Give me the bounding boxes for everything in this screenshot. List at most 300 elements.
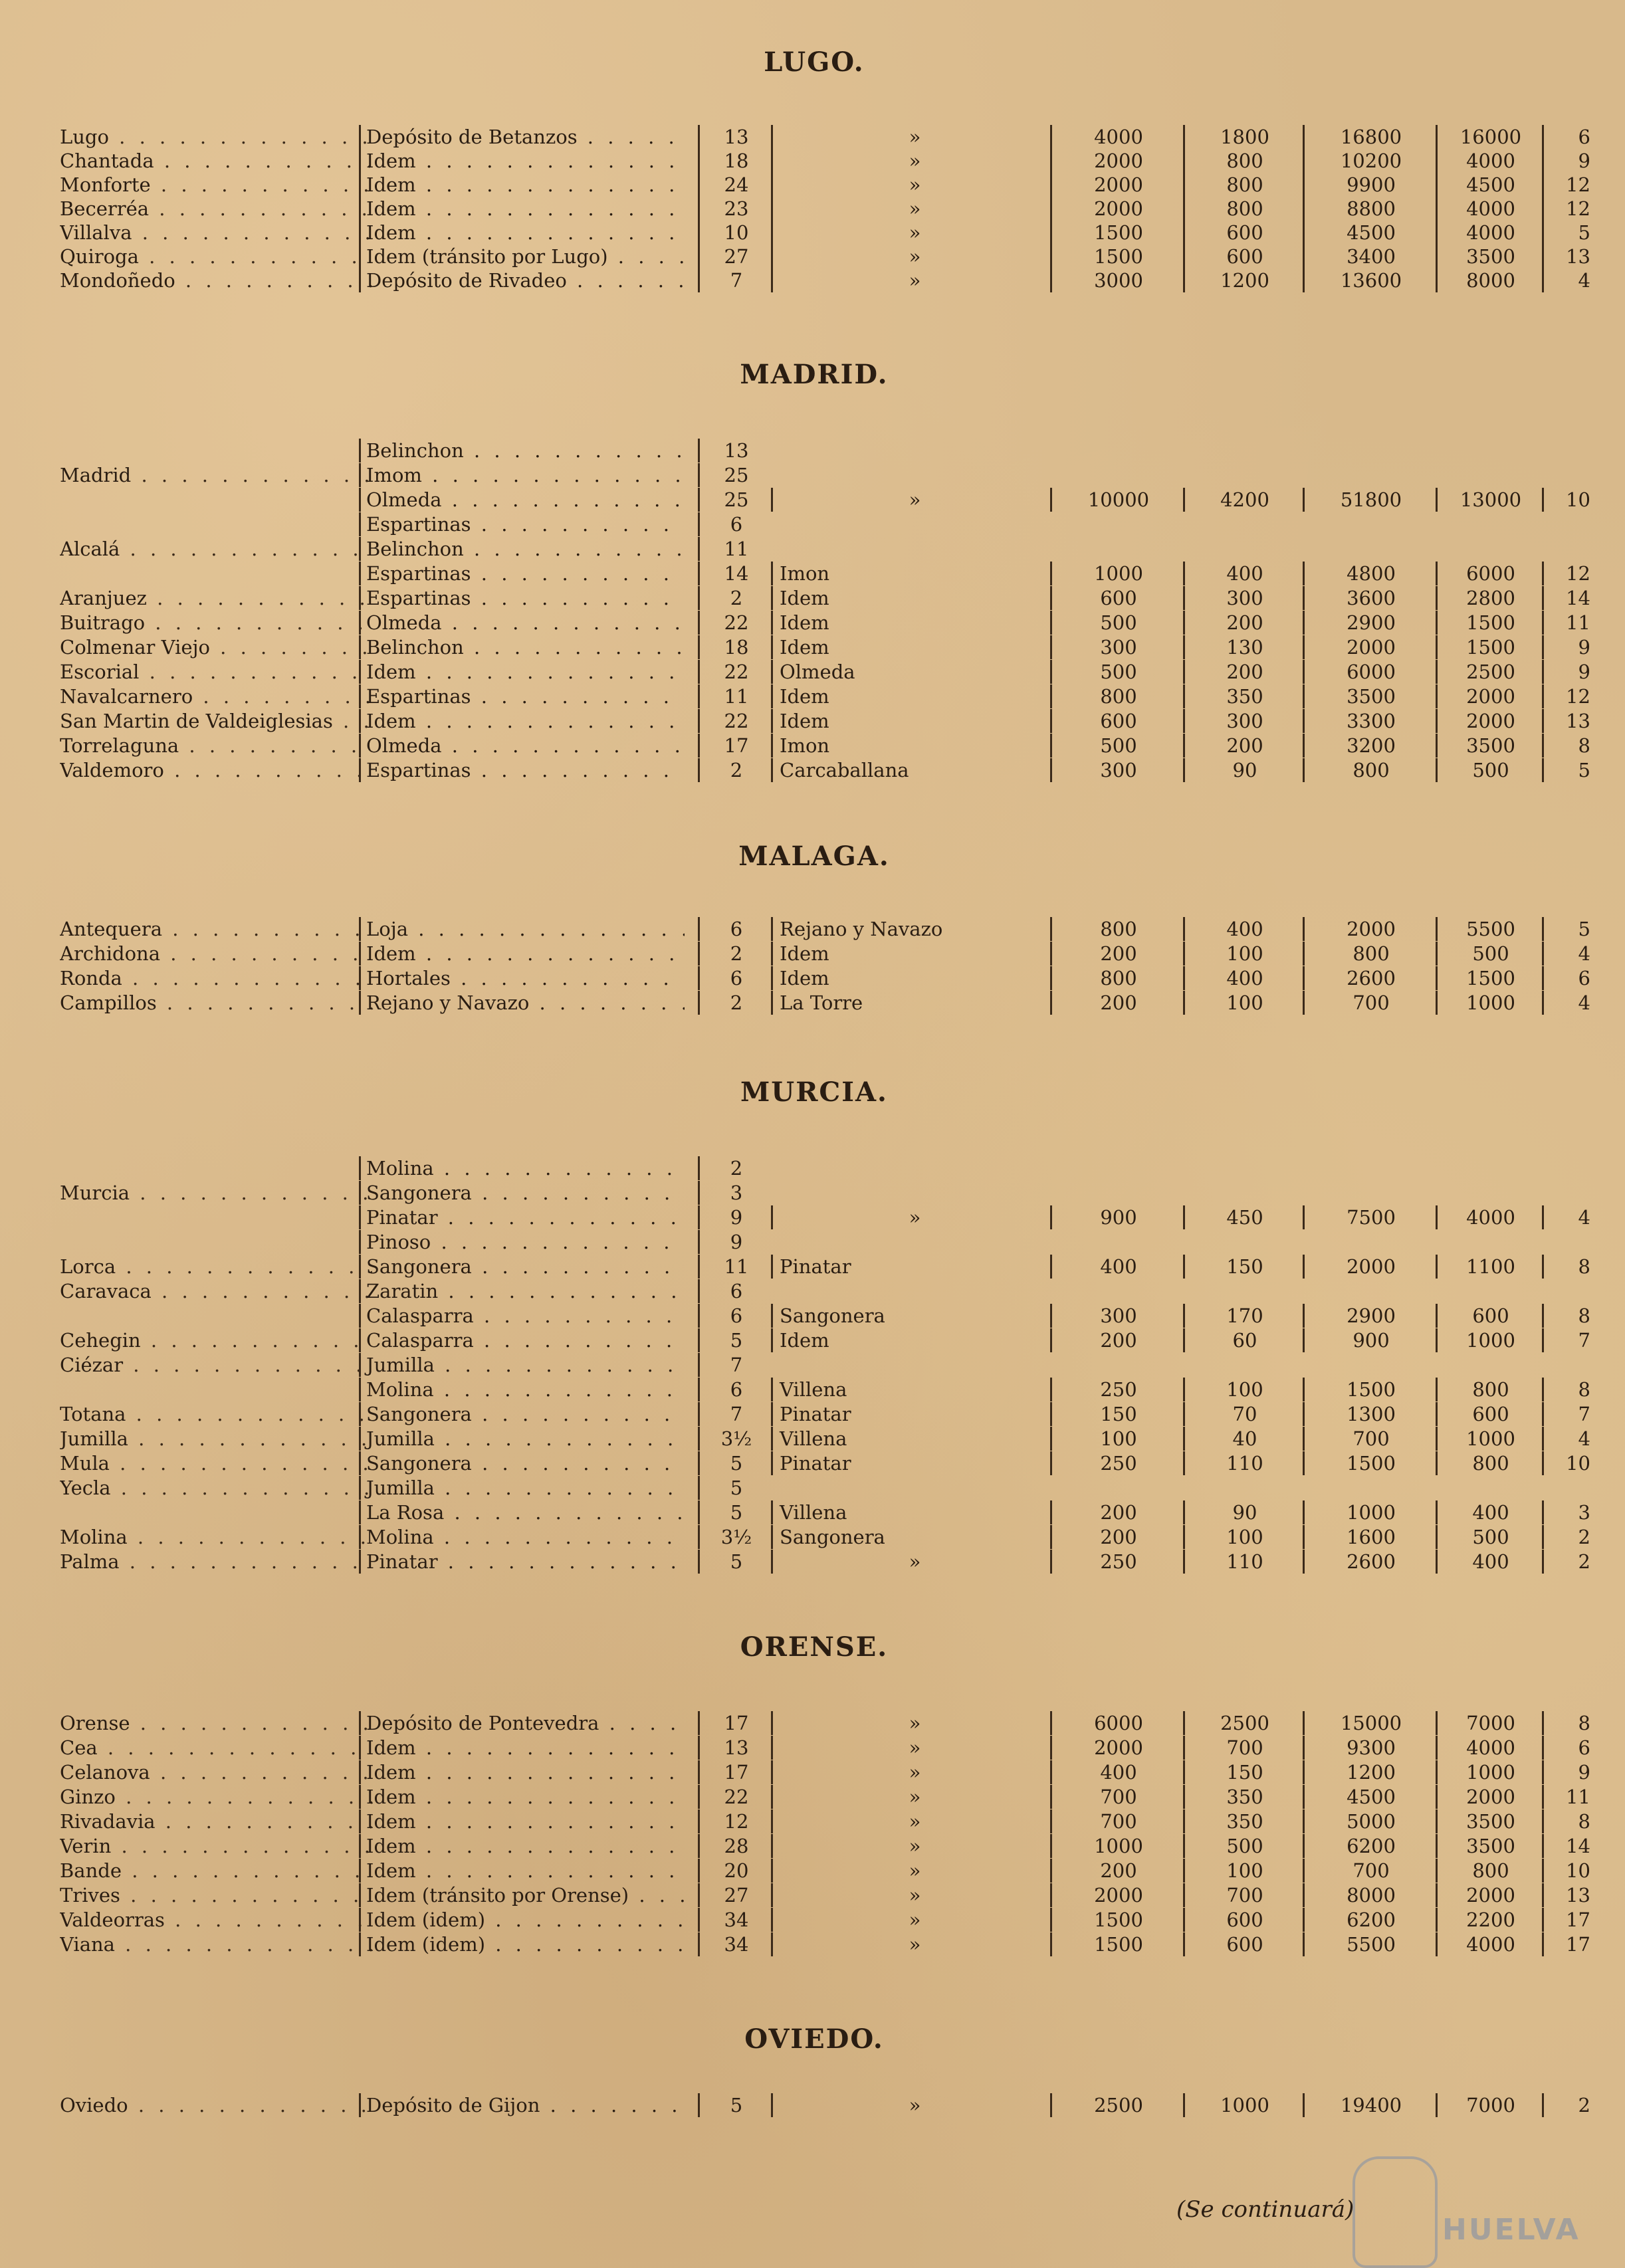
value-col-2: 400 xyxy=(1183,562,1305,585)
table-row xyxy=(40,1711,1588,1736)
distance-value: 11 xyxy=(698,537,773,561)
supply-source: Depósito de Gijon . . . xyxy=(359,2093,685,2117)
supply-source: Belinchon . . . xyxy=(359,635,685,659)
supply-source: Olmeda . . . xyxy=(359,488,685,512)
value-col-1: 100 xyxy=(1050,1427,1185,1451)
table-row xyxy=(40,1500,1588,1525)
value-col-3: 800 xyxy=(1303,758,1438,782)
locality-name: Chantada . . . xyxy=(60,149,372,173)
supply-source: Idem . . . xyxy=(359,197,685,221)
value-col-1: 800 xyxy=(1050,917,1185,941)
supply-source: Idem . . . xyxy=(359,1785,685,1809)
value-col-5: 6 xyxy=(1542,1736,1590,1760)
value-col-1: 700 xyxy=(1050,1785,1185,1809)
table-rows xyxy=(40,2093,1588,2118)
value-col-5: 12 xyxy=(1542,197,1590,221)
value-col-3: 2000 xyxy=(1303,635,1438,659)
value-col-4: 4000 xyxy=(1436,197,1544,221)
locality-name: Antequera . . . xyxy=(60,917,372,941)
value-col-4: 2000 xyxy=(1436,1883,1544,1907)
value-col-1: 3000 xyxy=(1050,268,1185,292)
value-col-2: 200 xyxy=(1183,660,1305,684)
value-col-5: 12 xyxy=(1542,562,1590,585)
value-col-5: 9 xyxy=(1542,660,1590,684)
value-col-2: 100 xyxy=(1183,942,1305,966)
distance-value: 5 xyxy=(698,1328,773,1352)
value-col-3: 5500 xyxy=(1303,1932,1438,1956)
value-col-5: 4 xyxy=(1542,268,1590,292)
distance-value: 5 xyxy=(698,2093,773,2117)
distance-value: 6 xyxy=(698,966,773,990)
locality-name: Valdemoro . . . xyxy=(60,758,372,782)
route-via: Idem xyxy=(771,1328,1050,1352)
value-col-5: 8 xyxy=(1542,1304,1590,1328)
supply-source: Molina . . . xyxy=(359,1156,685,1180)
supply-source: Jumilla . . . xyxy=(359,1427,685,1451)
value-col-4: 4000 xyxy=(1436,1205,1544,1229)
supply-source: Rejano y Navazo . . . xyxy=(359,991,685,1015)
value-col-4: 1500 xyxy=(1436,635,1544,659)
value-col-2: 350 xyxy=(1183,1809,1305,1833)
locality-name: Villalva . . . xyxy=(60,221,372,245)
value-col-1: 300 xyxy=(1050,1304,1185,1328)
value-col-3: 1200 xyxy=(1303,1760,1438,1784)
distance-value: 25 xyxy=(698,463,773,487)
route-via: Villena xyxy=(771,1427,1050,1451)
route-via: Imon xyxy=(771,562,1050,585)
locality-name: Ginzo . . . xyxy=(60,1785,372,1809)
distance-value: 17 xyxy=(698,1760,773,1784)
distance-value: 11 xyxy=(698,1255,773,1279)
distance-value: 6 xyxy=(698,1304,773,1328)
value-col-1: 800 xyxy=(1050,966,1185,990)
locality-name: Aranjuez . . . xyxy=(60,586,372,610)
supply-source: Olmeda . . . xyxy=(359,734,685,758)
value-col-4: 7000 xyxy=(1436,1711,1544,1735)
value-col-2: 500 xyxy=(1183,1834,1305,1858)
value-col-5: 13 xyxy=(1542,709,1590,733)
table-row xyxy=(40,991,1588,1015)
value-col-3: 7500 xyxy=(1303,1205,1438,1229)
table-rows xyxy=(40,1156,1588,1574)
value-col-5: 9 xyxy=(1542,149,1590,173)
distance-value: 25 xyxy=(698,488,773,512)
route-via: Idem xyxy=(771,709,1050,733)
distance-value: 5 xyxy=(698,1550,773,1574)
value-col-4: 2000 xyxy=(1436,709,1544,733)
distance-value: 3 xyxy=(698,1181,773,1205)
locality-name: Monforte . . . xyxy=(60,173,372,197)
distance-value: 2 xyxy=(698,991,773,1015)
section-title: MALAGA. xyxy=(738,841,890,872)
value-col-3: 3600 xyxy=(1303,586,1438,610)
distance-value: 22 xyxy=(698,611,773,635)
distance-value: 34 xyxy=(698,1932,773,1956)
table-row xyxy=(40,709,1588,734)
route-via: » xyxy=(771,221,1050,245)
supply-source: Idem . . . xyxy=(359,1834,685,1858)
route-via: » xyxy=(771,1736,1050,1760)
locality-name: Jumilla . . . xyxy=(60,1427,372,1451)
value-col-1: 800 xyxy=(1050,684,1185,708)
archive-seal-icon xyxy=(1353,2156,1438,2268)
value-col-1: 400 xyxy=(1050,1760,1185,1784)
route-via: » xyxy=(771,268,1050,292)
table-row xyxy=(40,1932,1588,1957)
locality-name: Rivadavia . . . xyxy=(60,1809,372,1833)
supply-source: Espartinas . . . xyxy=(359,512,685,536)
supply-source: Espartinas . . . xyxy=(359,684,685,708)
supply-source: Idem . . . xyxy=(359,942,685,966)
route-via: » xyxy=(771,1550,1050,1574)
table-row xyxy=(40,1859,1588,1883)
supply-source: Molina . . . xyxy=(359,1378,685,1401)
table-row xyxy=(40,1760,1588,1785)
route-via: » xyxy=(771,197,1050,221)
distance-value: 22 xyxy=(698,709,773,733)
table-row xyxy=(40,1378,1588,1402)
supply-source: Pinatar . . . xyxy=(359,1550,685,1574)
supply-source: Belinchon . . . xyxy=(359,439,685,463)
value-col-5: 7 xyxy=(1542,1328,1590,1352)
value-col-1: 150 xyxy=(1050,1402,1185,1426)
value-col-2: 600 xyxy=(1183,221,1305,245)
value-col-5: 10 xyxy=(1542,488,1590,512)
value-col-2: 110 xyxy=(1183,1451,1305,1475)
value-col-1: 700 xyxy=(1050,1809,1185,1833)
value-col-1: 10000 xyxy=(1050,488,1185,512)
table-row xyxy=(40,917,1588,942)
distance-value: 18 xyxy=(698,635,773,659)
value-col-1: 200 xyxy=(1050,991,1185,1015)
value-col-5: 5 xyxy=(1542,917,1590,941)
value-col-4: 4000 xyxy=(1436,221,1544,245)
table-rows xyxy=(40,917,1588,1015)
supply-source: Idem . . . xyxy=(359,173,685,197)
distance-value: 5 xyxy=(698,1476,773,1500)
supply-source: Espartinas . . . xyxy=(359,586,685,610)
value-col-1: 2000 xyxy=(1050,149,1185,173)
value-col-2: 130 xyxy=(1183,635,1305,659)
route-via: » xyxy=(771,1859,1050,1883)
supply-source: Pinoso . . . xyxy=(359,1230,685,1254)
value-col-4: 1500 xyxy=(1436,966,1544,990)
distance-value: 3½ xyxy=(698,1427,773,1451)
value-col-5: 6 xyxy=(1542,125,1590,149)
table-row xyxy=(40,1834,1588,1859)
table-row xyxy=(40,1205,1588,1230)
value-col-4: 800 xyxy=(1436,1859,1544,1883)
distance-value: 34 xyxy=(698,1908,773,1932)
value-col-1: 500 xyxy=(1050,734,1185,758)
supply-source: Idem . . . xyxy=(359,1809,685,1833)
route-via: Olmeda xyxy=(771,660,1050,684)
value-col-4: 3500 xyxy=(1436,245,1544,268)
route-via: Pinatar xyxy=(771,1402,1050,1426)
supply-source: Jumilla . . . xyxy=(359,1476,685,1500)
value-col-4: 5500 xyxy=(1436,917,1544,941)
value-col-3: 6200 xyxy=(1303,1834,1438,1858)
value-col-5: 2 xyxy=(1542,1550,1590,1574)
value-col-2: 350 xyxy=(1183,1785,1305,1809)
value-col-1: 600 xyxy=(1050,709,1185,733)
value-col-4: 2800 xyxy=(1436,586,1544,610)
value-col-1: 6000 xyxy=(1050,1711,1185,1735)
value-col-4: 600 xyxy=(1436,1304,1544,1328)
supply-source: Idem . . . xyxy=(359,660,685,684)
value-col-3: 800 xyxy=(1303,942,1438,966)
table-row xyxy=(40,1883,1588,1908)
table-row xyxy=(40,966,1588,991)
value-col-1: 2500 xyxy=(1050,2093,1185,2117)
section-title: MURCIA. xyxy=(740,1077,888,1108)
value-col-3: 2900 xyxy=(1303,611,1438,635)
distance-value: 6 xyxy=(698,512,773,536)
value-col-3: 9300 xyxy=(1303,1736,1438,1760)
table-row xyxy=(40,537,1588,562)
route-via: » xyxy=(771,488,1050,512)
table-row xyxy=(40,439,1588,463)
distance-value: 5 xyxy=(698,1500,773,1524)
locality-name: Lugo . . . xyxy=(60,125,372,149)
value-col-4: 1000 xyxy=(1436,991,1544,1015)
table-row xyxy=(40,1181,1588,1205)
distance-value: 7 xyxy=(698,1353,773,1377)
distance-value: 6 xyxy=(698,1279,773,1303)
value-col-3: 51800 xyxy=(1303,488,1438,512)
route-via: Idem xyxy=(771,611,1050,635)
value-col-2: 700 xyxy=(1183,1736,1305,1760)
locality-name: Ciézar . . . xyxy=(60,1353,372,1377)
locality-name: Viana . . . xyxy=(60,1932,372,1956)
locality-name: Molina . . . xyxy=(60,1525,372,1549)
value-col-3: 4800 xyxy=(1303,562,1438,585)
value-col-1: 300 xyxy=(1050,635,1185,659)
route-via: » xyxy=(771,1908,1050,1932)
value-col-2: 150 xyxy=(1183,1760,1305,1784)
value-col-3: 2000 xyxy=(1303,917,1438,941)
distance-value: 17 xyxy=(698,1711,773,1735)
value-col-3: 1500 xyxy=(1303,1378,1438,1401)
table-row xyxy=(40,562,1588,586)
value-col-5: 2 xyxy=(1542,2093,1590,2117)
distance-value: 3½ xyxy=(698,1525,773,1549)
distance-value: 10 xyxy=(698,221,773,245)
value-col-2: 150 xyxy=(1183,1255,1305,1279)
locality-name: Escorial . . . xyxy=(60,660,372,684)
value-col-2: 200 xyxy=(1183,734,1305,758)
section-title: LUGO. xyxy=(764,47,865,78)
supply-source: Olmeda . . . xyxy=(359,611,685,635)
table-rows xyxy=(40,1711,1588,1957)
supply-source: Idem . . . xyxy=(359,1859,685,1883)
route-via: Villena xyxy=(771,1378,1050,1401)
value-col-1: 500 xyxy=(1050,611,1185,635)
value-col-5: 9 xyxy=(1542,635,1590,659)
value-col-5: 4 xyxy=(1542,991,1590,1015)
supply-source: La Rosa . . . xyxy=(359,1500,685,1524)
table-row xyxy=(40,125,1588,149)
distance-value: 23 xyxy=(698,197,773,221)
table-row xyxy=(40,2093,1588,2118)
value-col-1: 1500 xyxy=(1050,245,1185,268)
value-col-4: 13000 xyxy=(1436,488,1544,512)
value-col-2: 100 xyxy=(1183,1378,1305,1401)
table-row xyxy=(40,1809,1588,1834)
value-col-5: 12 xyxy=(1542,173,1590,197)
value-col-2: 100 xyxy=(1183,991,1305,1015)
supply-source: Idem (tránsito por Orense) . . . xyxy=(359,1883,685,1907)
value-col-4: 3500 xyxy=(1436,734,1544,758)
value-col-4: 1000 xyxy=(1436,1760,1544,1784)
value-col-3: 13600 xyxy=(1303,268,1438,292)
value-col-1: 1500 xyxy=(1050,221,1185,245)
table-row xyxy=(40,245,1588,268)
value-col-4: 2200 xyxy=(1436,1908,1544,1932)
value-col-2: 400 xyxy=(1183,966,1305,990)
route-via: Villena xyxy=(771,1500,1050,1524)
value-col-1: 200 xyxy=(1050,1525,1185,1549)
table-row xyxy=(40,660,1588,684)
supply-source: Calasparra . . . xyxy=(359,1328,685,1352)
value-col-3: 19400 xyxy=(1303,2093,1438,2117)
route-via: Pinatar xyxy=(771,1451,1050,1475)
route-via: » xyxy=(771,1711,1050,1735)
value-col-5: 14 xyxy=(1542,1834,1590,1858)
value-col-4: 1500 xyxy=(1436,611,1544,635)
distance-value: 9 xyxy=(698,1230,773,1254)
locality-name: Cehegin . . . xyxy=(60,1328,372,1352)
table-row xyxy=(40,1156,1588,1181)
route-via: Imon xyxy=(771,734,1050,758)
value-col-2: 2500 xyxy=(1183,1711,1305,1735)
value-col-2: 350 xyxy=(1183,684,1305,708)
supply-source: Sangonera . . . xyxy=(359,1402,685,1426)
value-col-4: 2500 xyxy=(1436,660,1544,684)
value-col-2: 600 xyxy=(1183,1932,1305,1956)
value-col-3: 2600 xyxy=(1303,1550,1438,1574)
route-via: » xyxy=(771,1932,1050,1956)
table-row xyxy=(40,1255,1588,1279)
distance-value: 7 xyxy=(698,1402,773,1426)
supply-source: Idem . . . xyxy=(359,149,685,173)
value-col-3: 16800 xyxy=(1303,125,1438,149)
value-col-3: 6000 xyxy=(1303,660,1438,684)
distance-value: 11 xyxy=(698,684,773,708)
value-col-1: 1500 xyxy=(1050,1932,1185,1956)
route-via: » xyxy=(771,2093,1050,2117)
value-col-1: 2000 xyxy=(1050,197,1185,221)
value-col-5: 4 xyxy=(1542,1205,1590,1229)
value-col-3: 3400 xyxy=(1303,245,1438,268)
locality-name: Colmenar Viejo . . . xyxy=(60,635,372,659)
value-col-4: 400 xyxy=(1436,1500,1544,1524)
value-col-2: 300 xyxy=(1183,586,1305,610)
locality-name: Valdeorras . . . xyxy=(60,1908,372,1932)
locality-name: Totana . . . xyxy=(60,1402,372,1426)
value-col-3: 1300 xyxy=(1303,1402,1438,1426)
value-col-2: 800 xyxy=(1183,173,1305,197)
value-col-2: 400 xyxy=(1183,917,1305,941)
route-via: Sangonera xyxy=(771,1525,1050,1549)
supply-source: Loja . . . xyxy=(359,917,685,941)
route-via: Idem xyxy=(771,586,1050,610)
distance-value: 17 xyxy=(698,734,773,758)
supply-source: Idem (idem) . . . xyxy=(359,1932,685,1956)
value-col-3: 3500 xyxy=(1303,684,1438,708)
route-via: Rejano y Navazo xyxy=(771,917,1050,941)
value-col-4: 3500 xyxy=(1436,1834,1544,1858)
value-col-1: 2000 xyxy=(1050,1883,1185,1907)
value-col-5: 12 xyxy=(1542,684,1590,708)
value-col-5: 10 xyxy=(1542,1451,1590,1475)
distance-value: 24 xyxy=(698,173,773,197)
locality-name: Murcia . . . xyxy=(60,1181,372,1205)
table-row xyxy=(40,268,1588,292)
value-col-5: 4 xyxy=(1542,1427,1590,1451)
table-row xyxy=(40,1230,1588,1255)
value-col-3: 1000 xyxy=(1303,1500,1438,1524)
value-col-5: 6 xyxy=(1542,966,1590,990)
table-row xyxy=(40,149,1588,173)
value-col-2: 70 xyxy=(1183,1402,1305,1426)
value-col-5: 11 xyxy=(1542,611,1590,635)
value-col-3: 1500 xyxy=(1303,1451,1438,1475)
locality-name: Torrelaguna . . . xyxy=(60,734,372,758)
route-via: » xyxy=(771,1883,1050,1907)
distance-value: 20 xyxy=(698,1859,773,1883)
table-row xyxy=(40,488,1588,512)
route-via: » xyxy=(771,245,1050,268)
route-via: » xyxy=(771,125,1050,149)
distance-value: 22 xyxy=(698,1785,773,1809)
value-col-1: 1000 xyxy=(1050,1834,1185,1858)
value-col-1: 250 xyxy=(1050,1378,1185,1401)
route-via: » xyxy=(771,1809,1050,1833)
value-col-5: 5 xyxy=(1542,758,1590,782)
supply-source: Espartinas . . . xyxy=(359,758,685,782)
value-col-5: 8 xyxy=(1542,1378,1590,1401)
supply-source: Idem . . . xyxy=(359,221,685,245)
locality-name: Becerréa . . . xyxy=(60,197,372,221)
value-col-3: 2000 xyxy=(1303,1255,1438,1279)
value-col-5: 8 xyxy=(1542,734,1590,758)
value-col-5: 13 xyxy=(1542,245,1590,268)
value-col-1: 1500 xyxy=(1050,1908,1185,1932)
value-col-5: 11 xyxy=(1542,1785,1590,1809)
supply-source: Espartinas . . . xyxy=(359,562,685,585)
value-col-3: 4500 xyxy=(1303,1785,1438,1809)
route-via: » xyxy=(771,1205,1050,1229)
distance-value: 7 xyxy=(698,268,773,292)
supply-source: Imom . . . xyxy=(359,463,685,487)
supply-source: Idem (idem) . . . xyxy=(359,1908,685,1932)
value-col-3: 2900 xyxy=(1303,1304,1438,1328)
supply-source: Idem . . . xyxy=(359,1760,685,1784)
value-col-2: 40 xyxy=(1183,1427,1305,1451)
locality-name: Alcalá . . . xyxy=(60,537,372,561)
locality-name: Palma . . . xyxy=(60,1550,372,1574)
table-row xyxy=(40,512,1588,537)
value-col-3: 10200 xyxy=(1303,149,1438,173)
value-col-4: 2000 xyxy=(1436,1785,1544,1809)
distance-value: 9 xyxy=(698,1205,773,1229)
distance-value: 13 xyxy=(698,1736,773,1760)
value-col-2: 600 xyxy=(1183,245,1305,268)
value-col-3: 700 xyxy=(1303,991,1438,1015)
value-col-2: 800 xyxy=(1183,197,1305,221)
value-col-4: 500 xyxy=(1436,942,1544,966)
